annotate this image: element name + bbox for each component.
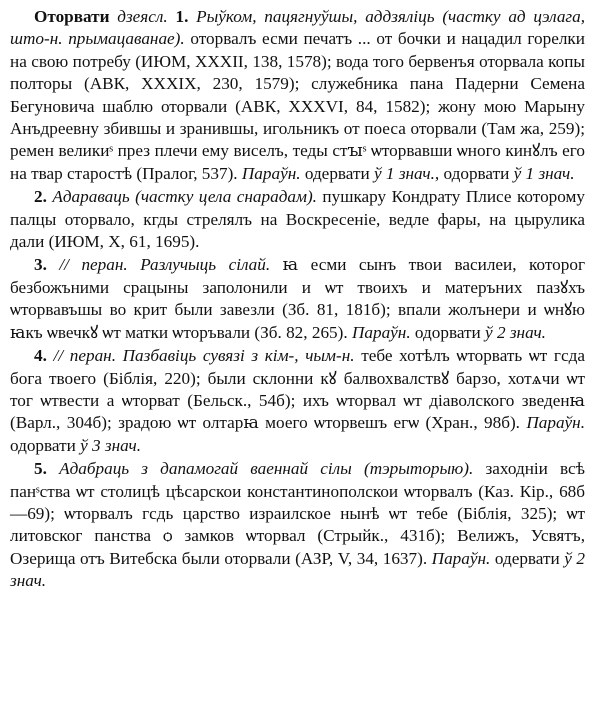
citation-text: ꙗ есми сынъ твои василеи, которог безбожъними срацыны заполонили и ѡт твоихъ и матеръних пазꙋхъ ѡторвавъшы во крит были завезли (Зб. 81, 181б); впали жолънери и ѡнꙋю ꙗкъ ѡвечкꙋ ѡт матки ѡторъвали (Зб. 82, 265). [10, 255, 585, 342]
sense-number: 4. [34, 346, 47, 366]
italic-gloss: // перан. Пазбавіць сувязі з кім-, чым-н. [53, 346, 355, 366]
sense-number: 2. [34, 187, 47, 207]
italic-gloss: Адабраць з дапамогай ваеннай сілы (тэрыторыю). [59, 459, 474, 479]
citation-text [47, 255, 60, 274]
headword: Оторвати [34, 7, 110, 26]
sense-paragraph-5 [10, 458, 585, 592]
sense-paragraph-1 [10, 6, 585, 185]
citation-text: оторвалъ есми печатъ ... от бочки и нацадил горелки на свою потребу (ИЮМ, XXXII, 138, 1578); вода того бервенъя оторвала копы полторы (АВК, XXXIX, 230, 1579); служебника пана Падерни Семена Бегуновича шаблю оторвали (АВК, XXXVI, 84, 1582); жону мою Марыну Анъдреевну збившы и зранившы, игольникъ от поеса оторвали (Там жа, 259); ремен великиˢ през плечи ему виселъ, теды стꙑˢ ѡторвавши ѡного кинꙋлъ его на твар старостѣ (Пралог, 537). [10, 29, 585, 183]
italic-gloss: ў 1 знач. [374, 163, 435, 183]
italic-gloss: Параўн. [431, 548, 491, 568]
italic-gloss: ў 2 знач. [485, 322, 546, 342]
italic-gloss: дзеясл. [117, 7, 168, 26]
citation-text: одорвати [10, 435, 81, 455]
citation-text [168, 7, 176, 26]
citation-text [188, 7, 196, 26]
italic-gloss: ў 1 знач. [513, 163, 575, 183]
citation-text: заходніи всѣ панˢства ѡт столицѣ цѣсарскои константинополскои ѡторвалъ (Каз. Кір., 68б—69); ѡторвалъ гсдь царство израилское нынѣ ѡт тебе (Біблія, 325); ѡт литовског панства ѻ замков ѡторвал (Стрыйк., 431б); Велижъ, Усвятъ, Озерища отъ Витебска были оторвали (АЗР, V, 34, 1637). [10, 459, 586, 568]
sense-number: 3. [34, 255, 47, 275]
italic-gloss: Параўн. [241, 163, 301, 183]
citation-text: , одорвати [434, 163, 514, 183]
sense-paragraph-2 [10, 186, 585, 253]
citation-text [47, 459, 59, 478]
sense-paragraph-4 [10, 345, 585, 457]
citation-text: одорвати [410, 322, 486, 342]
italic-gloss: Рыўком, пацягнуўшы, аддзяліць (частку ад цэлага, што-н. прымацаванае). [10, 7, 586, 49]
citation-text [47, 346, 54, 365]
sense-number: 5. [34, 459, 47, 479]
italic-gloss: Адараваць (частку цела снарадам). [52, 187, 317, 207]
citation-text: пушкару Кондрату Плисе которому палцы оторвало, кгды стрелялъ на Воскресеніе, ведле фары, на цырулика дали (ИЮМ, X, 61, 1695). [10, 187, 585, 252]
italic-gloss: // перан. Разлучыць сілай. [59, 255, 271, 275]
italic-gloss: ў 2 знач. [10, 548, 586, 591]
citation-text: одервати [300, 163, 374, 183]
sense-paragraph-3 [10, 254, 585, 344]
citation-text: одервати [490, 548, 565, 568]
dictionary-entry [10, 6, 585, 594]
citation-text: тебе хотѣлъ ѡторвать ѡт гсда бога твоего (Біблія, 220); были склонни кꙋ балвохвалствꙋ барзо, хотѧчи ѡт тог ѡтвести а ѡторват (Бельск., 54б); ихъ ѡторвал ѡт діаволского зведенꙗ (Варл., 304б); зрадою ѡт олтарꙗ моего ѡторвешъ егѡ (Хран., 98б). [10, 346, 585, 433]
italic-gloss: ў 3 знач. [80, 435, 142, 455]
italic-gloss: Параўн. [351, 322, 411, 342]
italic-gloss: Параўн. [526, 413, 585, 433]
sense-number: 1. [175, 7, 189, 26]
